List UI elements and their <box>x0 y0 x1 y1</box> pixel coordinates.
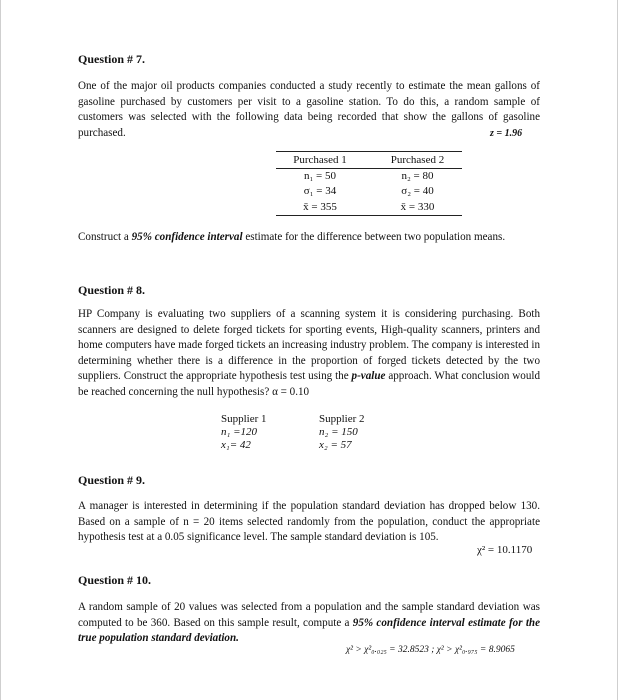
table-top-rule <box>276 151 462 152</box>
chi-square-critical-values: χ² > χ²₀.₀₂₅ = 32.8523 ; χ² > χ²₀.₉₇₅ = 8.9065 <box>346 645 515 655</box>
table-cell: x̄ = 330 <box>400 201 435 213</box>
table-cell: n₁ = 50 <box>303 170 337 182</box>
supplier-1 <box>221 413 267 452</box>
supplier-2-x: x₂ = 57 <box>319 439 352 451</box>
table-cell: x̄ = 355 <box>303 201 337 213</box>
table-header-2: Purchased 2 <box>390 154 445 166</box>
question-9-title: Question # 9. <box>78 473 146 487</box>
supplier-1-x: x₁= 42 <box>221 439 251 451</box>
table-bottom-rule <box>276 215 462 216</box>
z-value: z = 1.96 <box>490 128 523 139</box>
question-10-text: A random sample of 20 values was selected from a population and the sample standard deviation was computed to be 360. Based on this sample result, compute a 95% confidence interval estimate for the true population standard deviation. <box>78 601 541 645</box>
chi-square-value: χ² = 10.1170 <box>477 544 533 556</box>
table-cell: σ₂ = 40 <box>401 185 434 197</box>
question-9-text: A manager is interested in determining if the population standard deviation has dropped below 130. Based on a sample of n = 20 items selected randomly from the population, conduct the appropriate hypothesis test at a 0.05 significance level. The sample standard deviation is 105. <box>78 500 540 544</box>
supplier-2 <box>319 413 365 452</box>
question-8-text: HP Company is evaluating two suppliers of a scanning system it is considering purchasing. Both scanners are designed to delete forged tickets for sporting events, High-quality scanners, printers and home computers have made forged tickets an increasing industry problem. The company is interested in determining whether there is a difference in the proportion of forged tickets detected by the two suppliers. Construct the appropriate hypothesis test using the p-value approach. What conclusion would be reached concerning the null hypothesis? α = 0.10 <box>78 308 540 398</box>
supplier-2-n: n₂ = 150 <box>319 426 358 438</box>
table-header-rule <box>276 168 462 169</box>
table-cell: n₂ = 80 <box>401 170 434 182</box>
question-7-title: Question # 7. <box>78 52 146 66</box>
supplier-2-name: Supplier 2 <box>319 413 365 425</box>
table-header-1: Purchased 1 <box>293 154 347 166</box>
supplier-1-name: Supplier 1 <box>221 413 267 425</box>
question-7-text: One of the major oil products companies conducted a study recently to estimate the mean gallons of gasoline purchased by customers per visit to a gasoline station. To do this, a random sample of customers was selected with the following data being recorded that show the gallons of gasoline purchased. <box>78 80 540 139</box>
supplier-1-n: n₁ =120 <box>221 426 257 438</box>
question-10-title: Question # 10. <box>78 573 152 587</box>
question-8-title: Question # 8. <box>78 283 146 297</box>
table-cell: σ₁ = 34 <box>303 185 337 197</box>
question-7-task: Construct a 95% confidence interval estimate for the difference between two population means. <box>78 231 506 243</box>
